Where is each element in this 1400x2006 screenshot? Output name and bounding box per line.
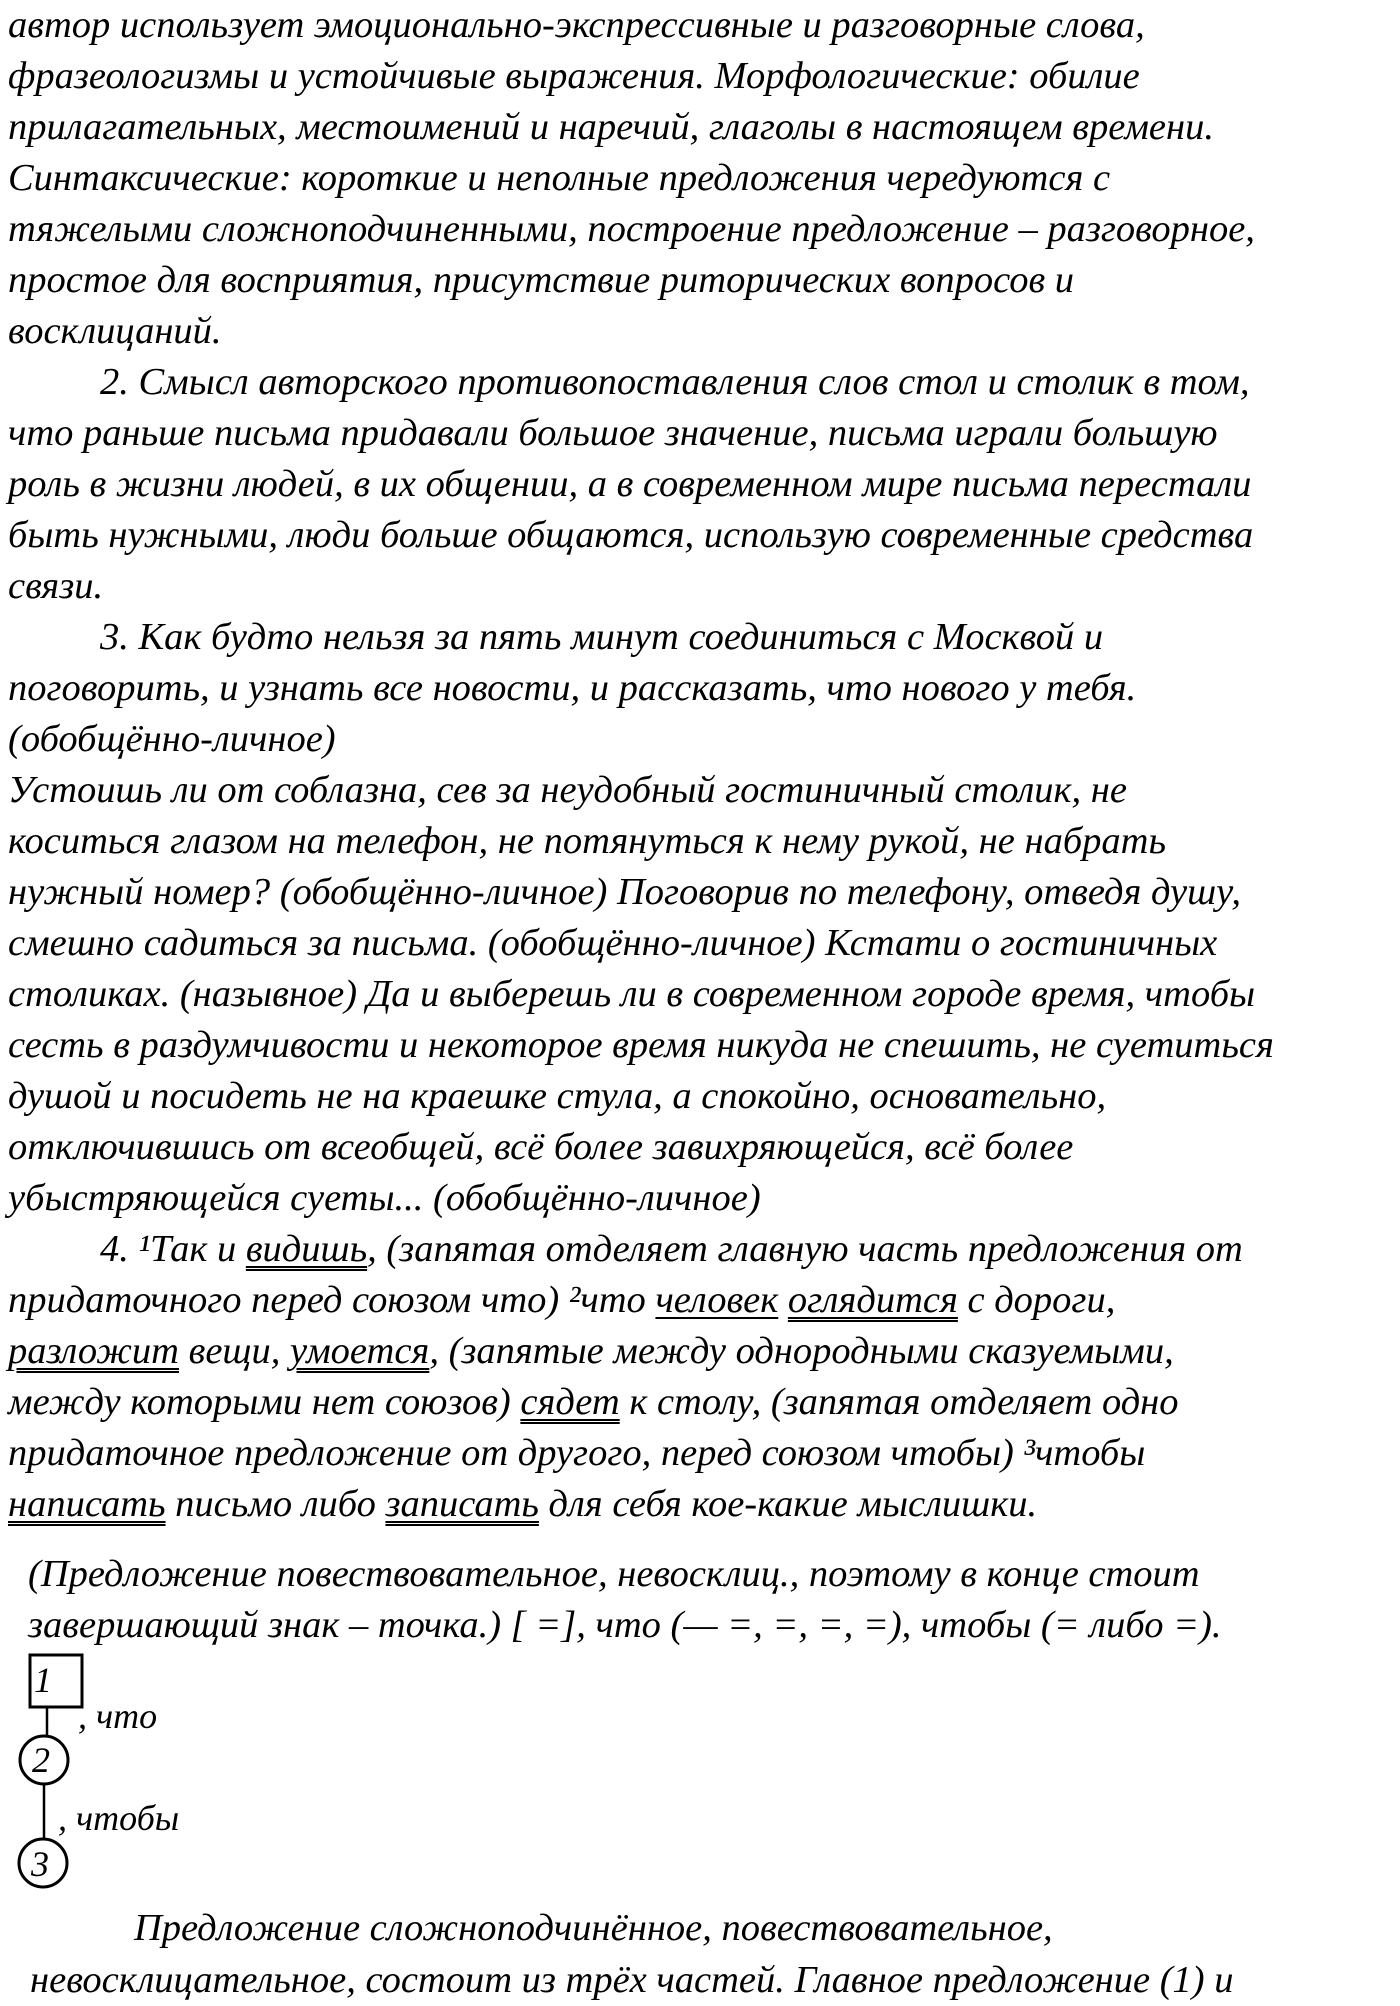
- text-line: [8, 1275, 1388, 1326]
- predicate-underlined: видишь: [245, 1228, 368, 1270]
- text-line: (обобщённо-личное): [8, 718, 336, 760]
- text-run: вещи,: [178, 1330, 290, 1372]
- text-line: [8, 1377, 1388, 1428]
- predicate-underlined: умоется: [289, 1330, 430, 1372]
- text-line: душой и посидеть не на краешке стула, а спокойно, основательно,: [8, 1075, 1107, 1117]
- text-run: с дороги,: [957, 1279, 1116, 1321]
- sentence-scheme-diagram: [0, 1640, 400, 1905]
- conjunction-label-1: , что: [78, 1696, 158, 1736]
- text-line: [8, 1224, 1388, 1275]
- text-run: к столу, (запятая отделяет одно: [619, 1381, 1179, 1423]
- text-line: роль в жизни людей, в их общении, а в современном мире письма перестали: [8, 463, 1252, 505]
- text-run: [778, 1279, 788, 1321]
- node-3-label: 3: [31, 1844, 49, 1884]
- text-run: письмо либо: [165, 1483, 386, 1525]
- text-line: простое для восприятия, присутствие риторических вопросов и: [8, 259, 1075, 301]
- predicate-underlined: оглядится: [787, 1279, 958, 1321]
- predicate-underlined: сядет: [520, 1381, 620, 1423]
- text-line: Синтаксические: короткие и неполные предложения чередуются с: [8, 157, 1111, 199]
- text-line: восклицаний.: [8, 310, 222, 352]
- paragraph-answer-3: [8, 612, 1388, 1224]
- text-line: завершающий знак – точка.) [ =], что (— =, =, =, =), чтобы (= либо =).: [28, 1604, 1222, 1646]
- text-line: 3. Как будто нельзя за пять минут соединиться с Москвой и: [100, 616, 1104, 658]
- paragraph-answer-2: [8, 357, 1388, 612]
- text-run: для себя кое-какие мыслишки.: [538, 1483, 1038, 1525]
- text-line: [8, 1326, 1388, 1377]
- text-run: придаточное предложение от другого, перед союзом чтобы) ³чтобы: [8, 1432, 1146, 1474]
- text-line: смешно садиться за письма. (обобщённо-личное) Кстати о гостиничных: [8, 922, 1218, 964]
- text-run: придаточного перед союзом что) ²что: [8, 1279, 656, 1321]
- text-line: отключившись от всеобщей, всё более завихряющейся, всё более: [8, 1126, 1074, 1168]
- document-body: [8, 0, 1388, 1530]
- predicate-underlined: записать: [385, 1483, 539, 1525]
- text-run: , (запятые между однородными сказуемыми,: [429, 1330, 1174, 1372]
- node-2-label: 2: [32, 1740, 50, 1780]
- text-line: фразеологизмы и устойчивые выражения. Морфологические: обилие: [8, 55, 1140, 97]
- text-line: автор использует эмоционально-экспрессивные и разговорные слова,: [8, 4, 1145, 46]
- text-line: поговорить, и узнать все новости, и рассказать, что нового у тебя.: [8, 667, 1137, 709]
- node-1-label: 1: [34, 1660, 52, 1700]
- text-line: столиках. (назывное) Да и выберешь ли в современном городе время, чтобы: [8, 973, 1256, 1015]
- text-line: сесть в раздумчивости и некоторое время никуда не спешить, не суетиться: [8, 1024, 1274, 1066]
- text-run: между которыми нет союзов): [8, 1381, 521, 1423]
- conjunction-label-2: , чтобы: [58, 1798, 180, 1838]
- final-paragraph: [30, 1902, 1234, 2006]
- text-line: быть нужными, люди больше общаются, использую современные средства: [8, 514, 1254, 556]
- paragraph-style-analysis: [8, 0, 1388, 357]
- text-line: связи.: [8, 565, 104, 607]
- text-line: убыстряющейся суеты... (обобщённо-личное): [8, 1177, 761, 1219]
- text-line: тяжелыми сложноподчиненными, построение предложение – разговорное,: [8, 208, 1255, 250]
- text-run: 4. ¹Так и: [100, 1228, 246, 1270]
- text-line: прилагательных, местоимений и наречий, глаголы в настоящем времени.: [8, 106, 1214, 148]
- punctuation-note: [28, 1549, 1222, 1651]
- predicate-underlined: написать: [8, 1483, 166, 1525]
- text-line: Предложение сложноподчинённое, повествовательное,: [134, 1907, 1053, 1949]
- text-line: что раньше письма придавали большое значение, письма играли большую: [8, 412, 1218, 454]
- paragraph-answer-4: [8, 1224, 1388, 1530]
- predicate-underlined: разложит: [8, 1330, 179, 1372]
- text-line: Устоишь ли от соблазна, сев за неудобный гостиничный столик, не: [8, 769, 1127, 811]
- text-line: нужный номер? (обобщённо-личное) Поговорив по телефону, отведя душу,: [8, 871, 1241, 913]
- text-line: невосклицательное, состоит из трёх частей. Главное предложение (1) и: [30, 1959, 1234, 2001]
- text-run: , (запятая отделяет главную часть предложения от: [367, 1228, 1243, 1270]
- text-line: [8, 1479, 1388, 1530]
- text-line: коситься глазом на телефон, не потянуться к нему рукой, не набрать: [8, 820, 1167, 862]
- subject-underlined: человек: [655, 1279, 779, 1321]
- text-line: (Предложение повествовательное, невосклиц., поэтому в конце стоит: [28, 1553, 1200, 1595]
- text-line: [8, 1428, 1388, 1479]
- text-line: 2. Смысл авторского противопоставления слов стол и столик в том,: [100, 361, 1250, 403]
